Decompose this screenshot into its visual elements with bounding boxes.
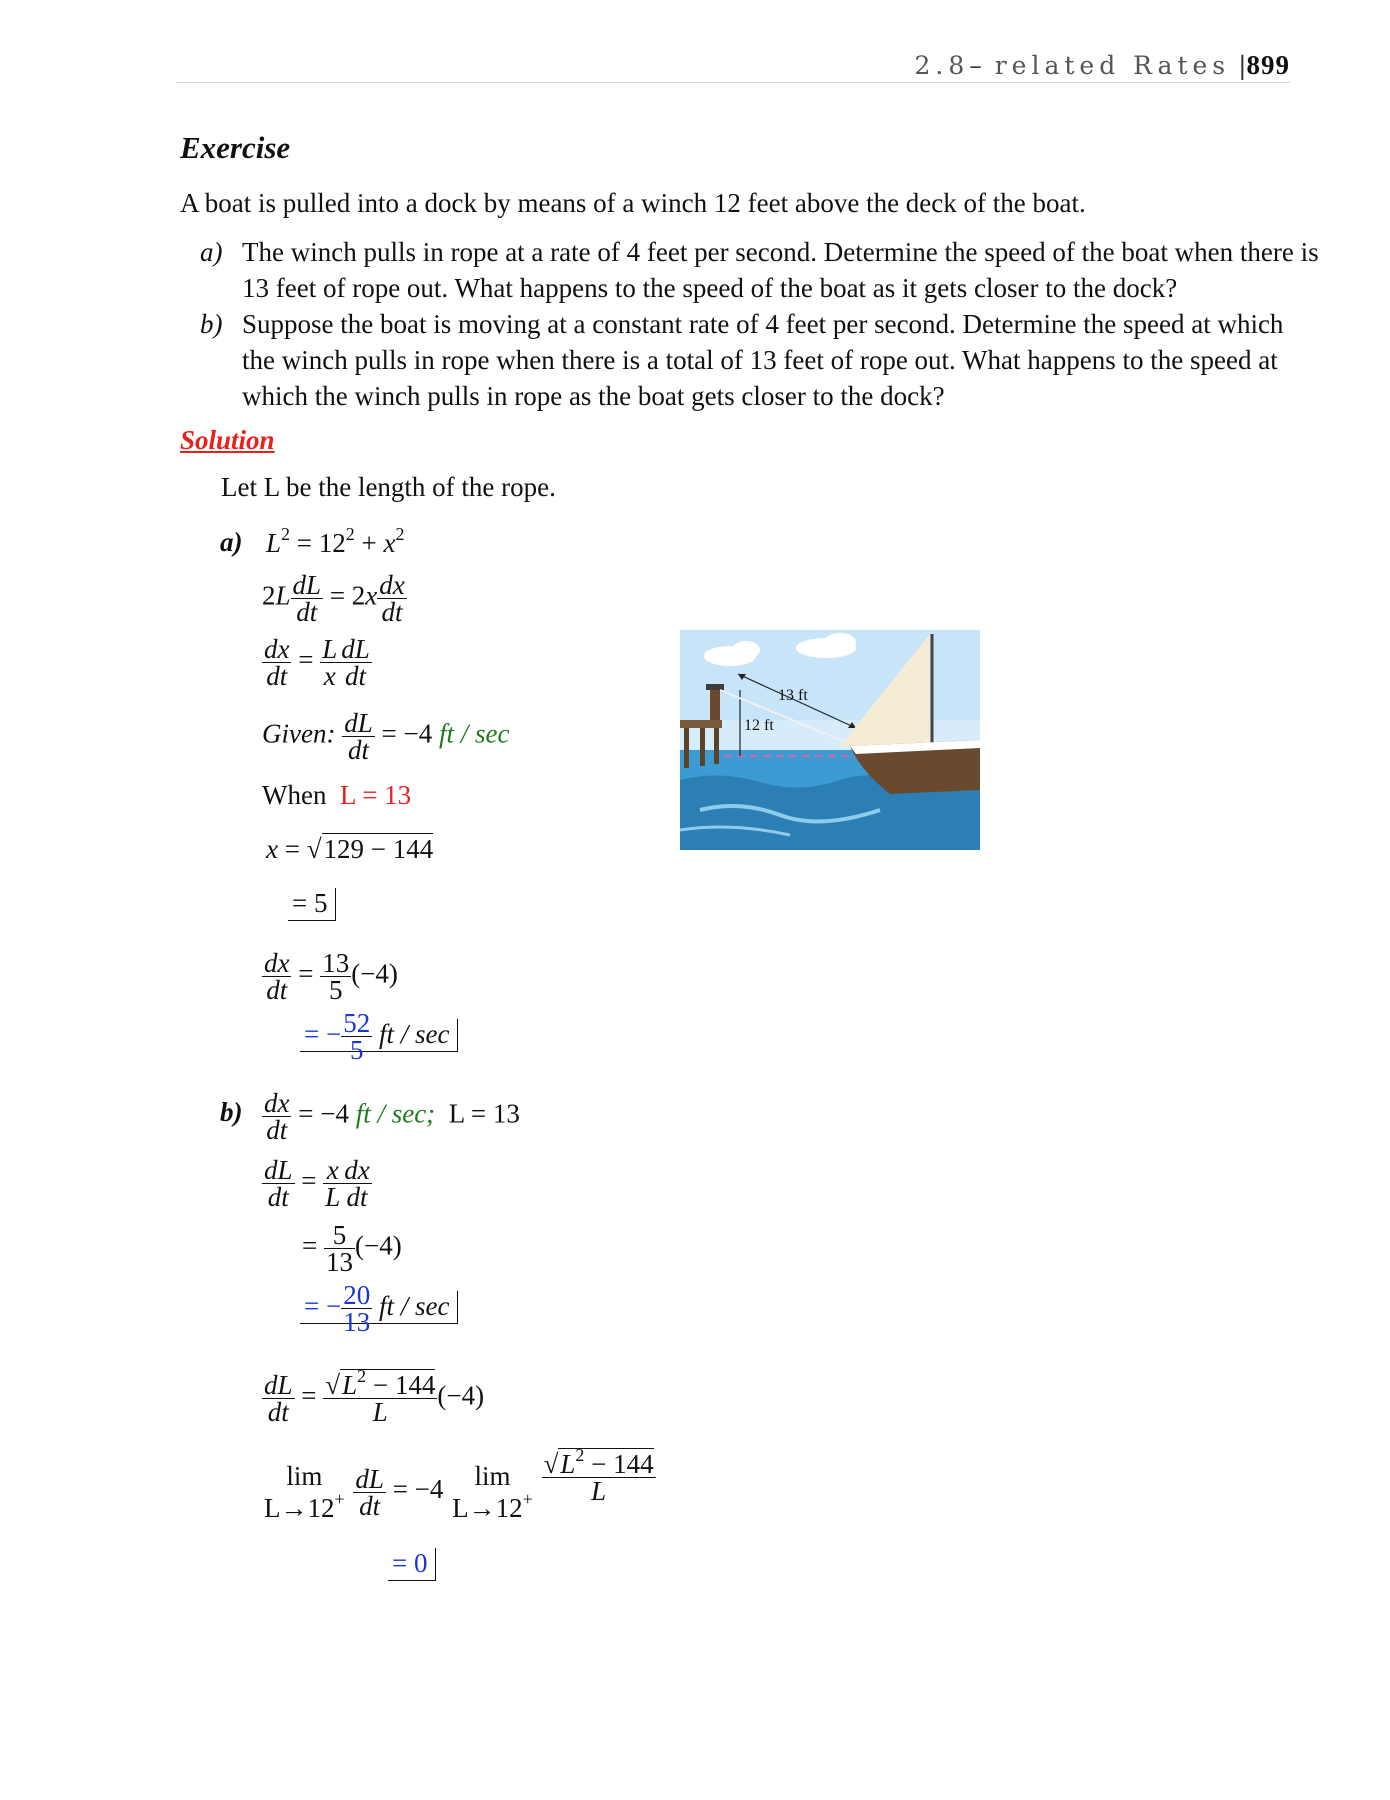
- a-result-num: 52: [343, 1008, 371, 1038]
- lim-word: lim: [286, 1461, 323, 1491]
- b-given-units: ft / sec;: [355, 1098, 436, 1129]
- exercise-intro: A boat is pulled into a dock by means of a winch 12 feet above the deck of the boat.: [180, 188, 1086, 218]
- exercise-title: Exercise: [180, 130, 291, 165]
- b-ratio-den: 13: [325, 1247, 353, 1277]
- eq-a-result: = − $\frac{52}{5}$ ft / sec: [300, 1010, 458, 1063]
- b-result-den: 13: [343, 1307, 371, 1337]
- a-result-units: ft / sec: [378, 1018, 450, 1049]
- item-label: b): [200, 309, 223, 339]
- part-a-label: a): [220, 527, 243, 557]
- part-b-label: b): [220, 1097, 243, 1127]
- running-header: 2.8– related Rates |899: [914, 50, 1290, 80]
- eq-dLdt: $\frac{dL}{dt}$ = $\frac{x}{L}$ $\frac{dx}{dt}$: [264, 1155, 370, 1212]
- lim-sub-2: L→12: [452, 1493, 523, 1523]
- x-result: = 5: [288, 888, 336, 921]
- eq-when: [262, 780, 411, 811]
- eq-a-substitution: $\frac{dx}{dt}$ = $\frac{13}{5}$ (−4): [264, 948, 398, 1005]
- when-value: L = 13: [339, 780, 412, 810]
- eq-b-substitution: = $\frac{5}{13}$ (−4): [302, 1220, 402, 1277]
- eq-b-result: = − $\frac{20}{13}$ ft / sec: [300, 1282, 458, 1335]
- eq-pythagoras: $L^2 = 12^2 + x^2$: [266, 524, 405, 558]
- section-number: 2.8: [914, 51, 970, 80]
- b-result-units: ft / sec: [378, 1290, 450, 1321]
- eq-differentiated: 2L $\frac{dL}{dt}$ = 2x $\frac{dx}{dt}$: [262, 570, 405, 627]
- solution-heading: Solution: [180, 425, 275, 455]
- boat-dock-figure: [680, 630, 980, 850]
- item-label: a): [200, 237, 223, 267]
- limit-result: = 0: [388, 1548, 436, 1581]
- rope-length-label: 13 ft: [778, 687, 808, 704]
- header-dash: –: [969, 51, 982, 80]
- solution-intro: Let L be the length of the rope.: [221, 472, 556, 502]
- eq-b-given: $\frac{dx}{dt}$ = −4 ft / sec; L = 13: [264, 1088, 520, 1145]
- given-rate: −4: [403, 718, 433, 749]
- b-given: = −4: [298, 1098, 349, 1129]
- eq-dLdt-general: $\frac{dL}{dt}$ = $\frac{√L^2 - 144}{L}$ (−4): [264, 1366, 485, 1427]
- lim-word-2: lim: [474, 1461, 511, 1491]
- a-factor: (−4): [351, 958, 398, 989]
- item-text: The winch pulls in rope at a rate of 4 feet per second. Determine the speed of the boat when there is 13 feet of rope out. What happens to the speed of the boat as it gets closer to the dock?: [242, 237, 1319, 303]
- b-given-L: L = 13: [448, 1098, 520, 1129]
- section-title: related Rates: [994, 51, 1231, 80]
- eq-dxdt: $\frac{dx}{dt}$ = $\frac{L}{x}$ $\frac{dL}{dt}$: [264, 634, 370, 691]
- header-rule: [176, 82, 1290, 83]
- b-ratio-num: 5: [324, 1222, 355, 1249]
- eq-x-value: x = √129 − 144: [266, 834, 434, 864]
- b-result-num: 20: [343, 1280, 371, 1310]
- height-label: 12 ft: [744, 717, 774, 734]
- given-units: ft / sec: [438, 718, 510, 749]
- x-radicand: 129 − 144: [323, 834, 434, 864]
- lim-sub: L→12: [264, 1493, 335, 1523]
- page-number: 899: [1246, 50, 1290, 80]
- item-text: Suppose the boat is moving at a constant rate of 4 feet per second. Determine the speed at which the winch pulls in rope when there is a total of 13 feet of rope out. What happens to the speed at which the winch pulls in rope as the boat gets closer to the dock?: [242, 309, 1284, 411]
- when-label: When: [262, 780, 327, 810]
- boat-dock-illustration: [680, 630, 980, 850]
- eq-limit: lim L→12+ $\frac{dL}{dt}$ = −4 lim L→12+ $\frac{√L^2 - 144}{L}$: [264, 1444, 654, 1523]
- eq-given: Given: $\frac{dL}{dt}$ = −4 ft / sec: [262, 708, 510, 765]
- b-factor: (−4): [354, 1230, 402, 1261]
- dock: [680, 720, 722, 728]
- lim-coef: = −4: [392, 1474, 444, 1505]
- given-label: Given:: [262, 718, 336, 749]
- eq-x-result: [288, 888, 336, 919]
- a-ratio-den: 5: [328, 975, 343, 1005]
- eq-limit-result: [388, 1548, 436, 1579]
- a-result-den: 5: [349, 1035, 364, 1065]
- winch-post: [710, 688, 720, 720]
- a-ratio-num: 13: [322, 948, 350, 978]
